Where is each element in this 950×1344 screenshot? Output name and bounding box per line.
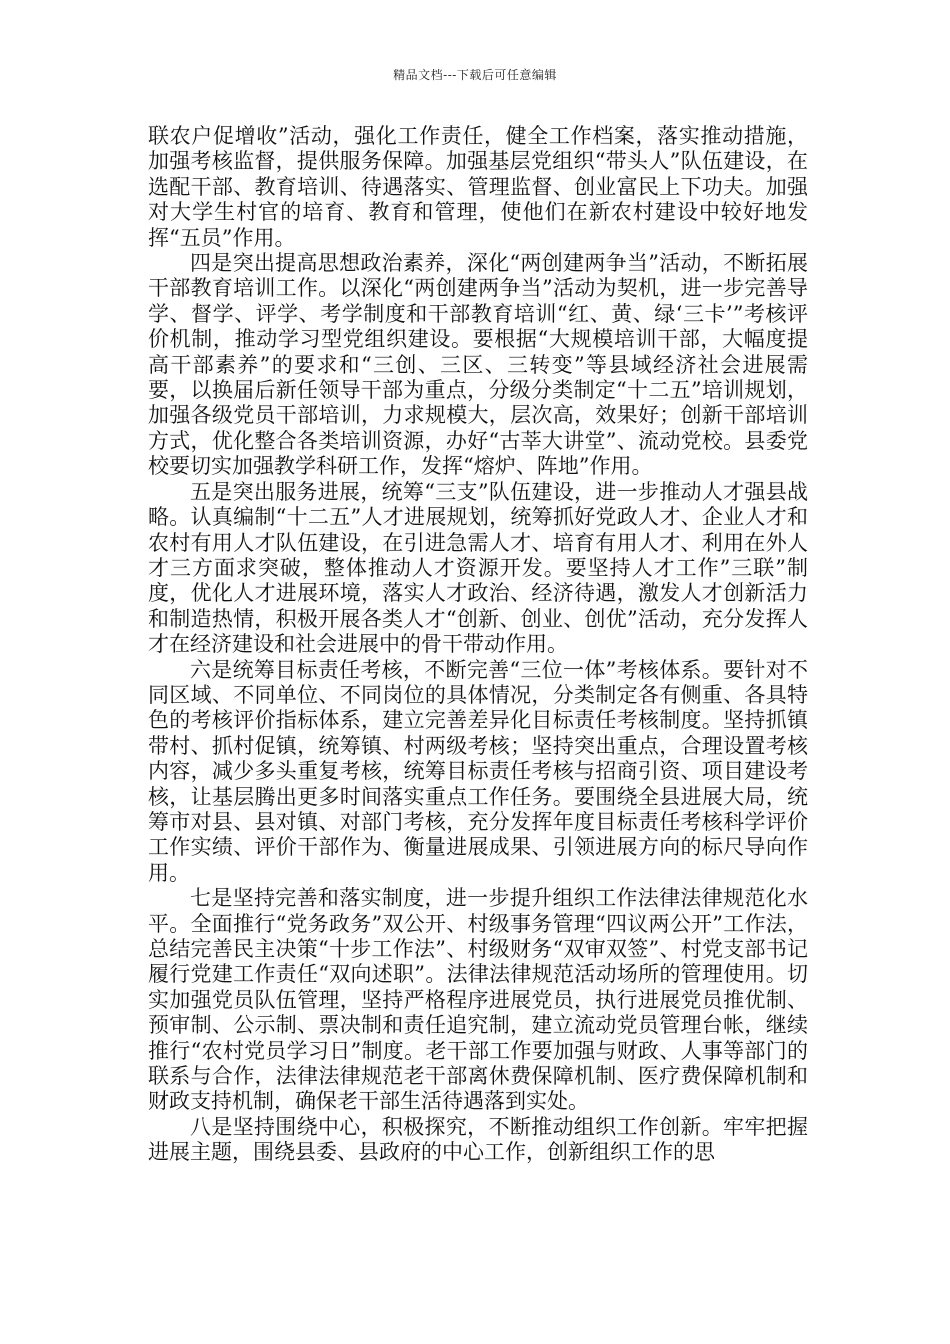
paragraph-continued: 联农户促增收”活动，强化工作责任，健全工作档案，落实推动措施，加强考核监督，提供服务保障。加强基层党组织“带头人”队伍建设，在选配干部、教育培训、待遇落实、管理监督、创业富民上下功夫。加强对大学生村官的培育、教育和管理，使他们在新农村建设中较好地发挥“五员”作用。 [148,124,808,250]
paragraph-seven: 七是坚持完善和落实制度，进一步提升组织工作法律法律规范化水平。全面推行“党务政务”双公开、村级事务管理“四议两公开”工作法，总结完善民主决策“十步工作法”、村级财务“双审双签”、村党支部书记履行党建工作责任“双向述职”。法律法律规范活动场所的管理使用。切实加强党员队伍管理，坚持严格程序进展党员，执行进展党员推优制、预审制、公示制、票决制和责任追究制，建立流动党员管理台帐，继续推行“农村党员学习日”制度。老干部工作要加强与财政、人事等部门的联系与合作，法律法律规范老干部离休费保障机制、医疗费保障机制和财政支持机制，确保老干部生活待遇落到实处。 [148,886,808,1114]
page-header: 精品文档---下载后可任意编辑 [393,68,557,82]
paragraph-four: 四是突出提高思想政治素养，深化“两创建两争当”活动，不断拓展干部教育培训工作。以深化“两创建两争当”活动为契机，进一步完善导学、督学、评学、考学制度和干部教育培训“红、黄、绿‘三卡’”考核评价机制，推动学习型党组织建设。要根据“大规模培训干部，大幅度提高干部素养”的要求和“三创、三区、三转变”等县域经济社会进展需要，以换届后新任领导干部为重点，分级分类制定“十二五”培训规划，加强各级党员干部培训，力求规模大，层次高，效果好；创新干部培训方式，优化整合各类培训资源，办好“古莘大讲堂”、流动党校。县委党校要切实加强教学科研工作，发挥“熔炉、阵地”作用。 [148,251,808,479]
paragraph-six: 六是统筹目标责任考核，不断完善“三位一体”考核体系。要针对不同区域、不同单位、不同岗位的具体情况，分类制定各有侧重、各具特色的考核评价指标体系，建立完善差异化目标责任考核制度。坚持抓镇带村、抓村促镇，统筹镇、村两级考核；坚持突出重点，合理设置考核内容，减少多头重复考核，统筹目标责任考核与招商引资、项目建设考核，让基层腾出更多时间落实重点工作任务。要围绕全县进展大局，统筹市对县、县对镇、对部门考核，充分发挥年度目标责任考核科学评价工作实绩、评价干部作为、衡量进展成果、引领进展方向的标尺导向作用。 [148,657,808,885]
paragraph-eight: 八是坚持围绕中心，积极探究，不断推动组织工作创新。牢牢把握进展主题，围绕县委、县政府的中心工作，创新组织工作的思 [148,1114,808,1165]
paragraph-five: 五是突出服务进展，统筹“三支”队伍建设，进一步推动人才强县战略。认真编制“十二五”人才进展规划，统筹抓好党政人才、企业人才和农村有用人才队伍建设，在引进急需人才、培育有用人才、利用在外人才三方面求突破，整体推动人才资源开发。要坚持人才工作”三联”制度，优化人才进展环境，落实人才政治、经济待遇，激发人才创新活力和制造热情，积极开展各类人才“创新、创业、创优”活动，充分发挥人才在经济建设和社会进展中的骨干带动作用。 [148,479,808,657]
document-body [148,124,808,1166]
